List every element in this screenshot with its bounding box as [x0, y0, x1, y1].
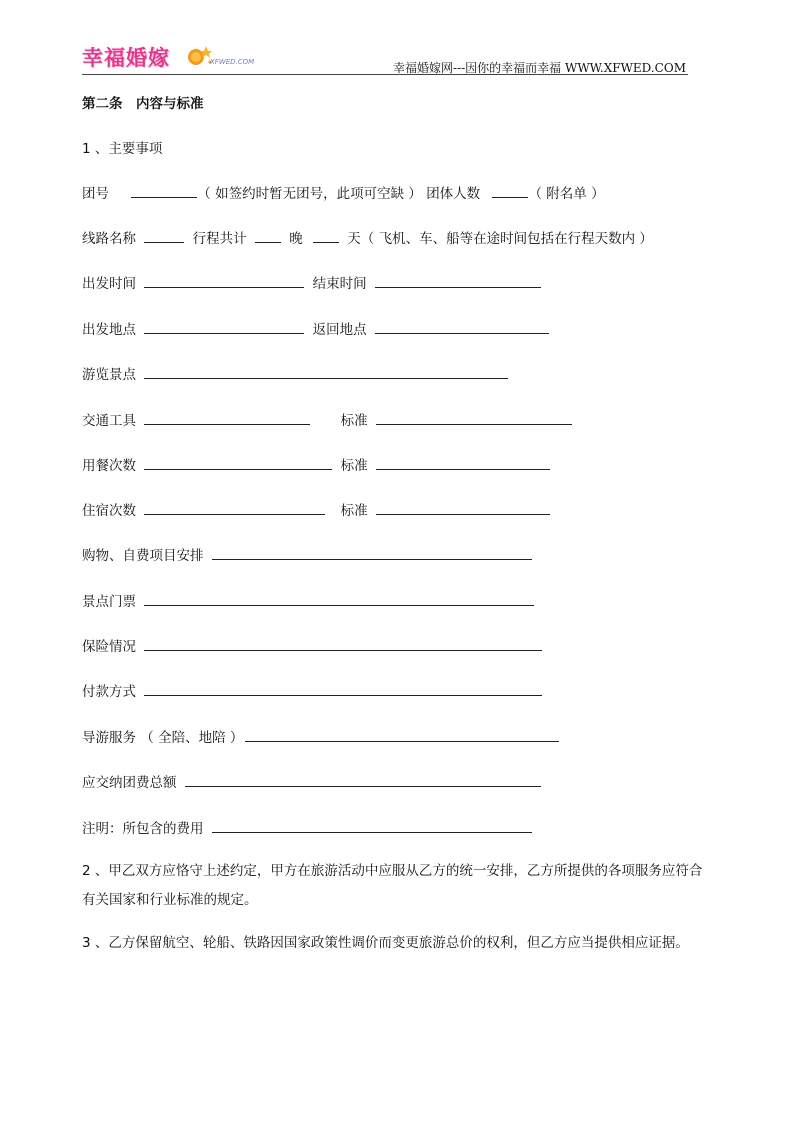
item-2-paragraph: 2 、甲乙双方应恪守上述约定，甲方在旅游活动中应服从乙方的统一安排，乙方所提供的各项服务应符合有关国家和行业标准的规定。: [82, 863, 703, 908]
insurance-field[interactable]: [144, 638, 542, 651]
nights-label: 晚: [289, 231, 303, 247]
row-total: [82, 771, 541, 791]
insurance-label: 保险情况: [82, 639, 136, 655]
section-title: 第二条 内容与标准: [82, 96, 204, 112]
route-label: 线路名称: [82, 231, 136, 247]
meals-standard-label: 标准: [340, 458, 368, 474]
site-slogan: 幸福婚嫁网---因你的幸福而幸福 WWW.XFWED.COM: [393, 61, 686, 75]
row-shopping: [82, 544, 532, 564]
page-header: [82, 38, 688, 75]
item-1-heading: 1 、主要事项: [82, 141, 163, 157]
lodging-field[interactable]: [144, 502, 325, 515]
end-time-field[interactable]: [375, 275, 541, 288]
depart-place-field[interactable]: [144, 321, 304, 334]
itinerary-label: 行程共计: [192, 231, 247, 247]
transport-standard-label: 标准: [340, 413, 368, 429]
item-3-paragraph: 3 、乙方保留航空、轮船、铁路因国家政策性调价而变更旅游总价的权利，但乙方应当提供相应证据。: [82, 935, 689, 951]
days-note: （ 飞机、车、船等在途时间包括在行程天数内 ）: [360, 231, 653, 247]
days-field[interactable]: [313, 230, 339, 243]
payment-label: 付款方式: [82, 684, 136, 700]
transport-field[interactable]: [144, 412, 310, 425]
row-guide: [82, 726, 559, 746]
transport-standard-field[interactable]: [376, 412, 572, 425]
depart-place-label: 出发地点: [82, 322, 136, 338]
transport-label: 交通工具: [82, 413, 136, 429]
group-no-field[interactable]: [131, 185, 197, 198]
total-field[interactable]: [185, 774, 541, 787]
depart-time-field[interactable]: [144, 275, 304, 288]
return-place-field[interactable]: [375, 321, 549, 334]
return-place-label: 返回地点: [312, 322, 367, 338]
row-time: [82, 272, 541, 292]
sun-logo-icon: [186, 44, 212, 68]
row-place: [82, 318, 549, 338]
route-field[interactable]: [144, 230, 184, 243]
lodging-standard-field[interactable]: [376, 502, 550, 515]
sights-label: 游览景点: [82, 367, 136, 383]
payment-field[interactable]: [144, 683, 542, 696]
row-payment: [82, 680, 542, 700]
guide-field[interactable]: [245, 729, 559, 742]
logo-url: XFWED.COM: [210, 58, 255, 66]
group-size-note: （ 附名单 ）: [528, 186, 605, 202]
note-label: 注明：所包含的费用: [82, 821, 204, 837]
group-size-label: 团体人数: [426, 186, 481, 202]
row-group-number: [82, 182, 605, 202]
row-route: [82, 227, 653, 247]
group-size-field[interactable]: [492, 185, 528, 198]
logo-text: 幸福婚嫁: [82, 46, 170, 70]
row-insurance: [82, 635, 542, 655]
tickets-label: 景点门票: [82, 594, 136, 610]
tickets-field[interactable]: [144, 593, 534, 606]
days-label: 天: [347, 231, 361, 247]
lodging-label: 住宿次数: [82, 503, 136, 519]
group-no-note: （ 如签约时暂无团号，此项可空缺 ）: [197, 186, 422, 202]
sights-field[interactable]: [144, 366, 508, 379]
meals-standard-field[interactable]: [376, 457, 550, 470]
row-transport: [82, 409, 572, 429]
guide-label: 导游服务 （ 全陪、地陪 ）: [82, 730, 244, 746]
shopping-field[interactable]: [212, 547, 532, 560]
row-sights: [82, 363, 508, 383]
meals-label: 用餐次数: [82, 458, 136, 474]
shopping-label: 购物、自费项目安排: [82, 548, 204, 564]
row-lodging: [82, 499, 550, 519]
meals-field[interactable]: [144, 457, 332, 470]
row-meals: [82, 454, 550, 474]
note-field[interactable]: [212, 820, 532, 833]
end-time-label: 结束时间: [312, 276, 367, 292]
lodging-standard-label: 标准: [340, 503, 368, 519]
row-tickets: [82, 590, 534, 610]
total-label: 应交纳团费总额: [82, 775, 177, 791]
depart-time-label: 出发时间: [82, 276, 136, 292]
nights-field[interactable]: [255, 230, 281, 243]
row-note: [82, 817, 532, 837]
group-no-label: 团号: [82, 186, 109, 202]
